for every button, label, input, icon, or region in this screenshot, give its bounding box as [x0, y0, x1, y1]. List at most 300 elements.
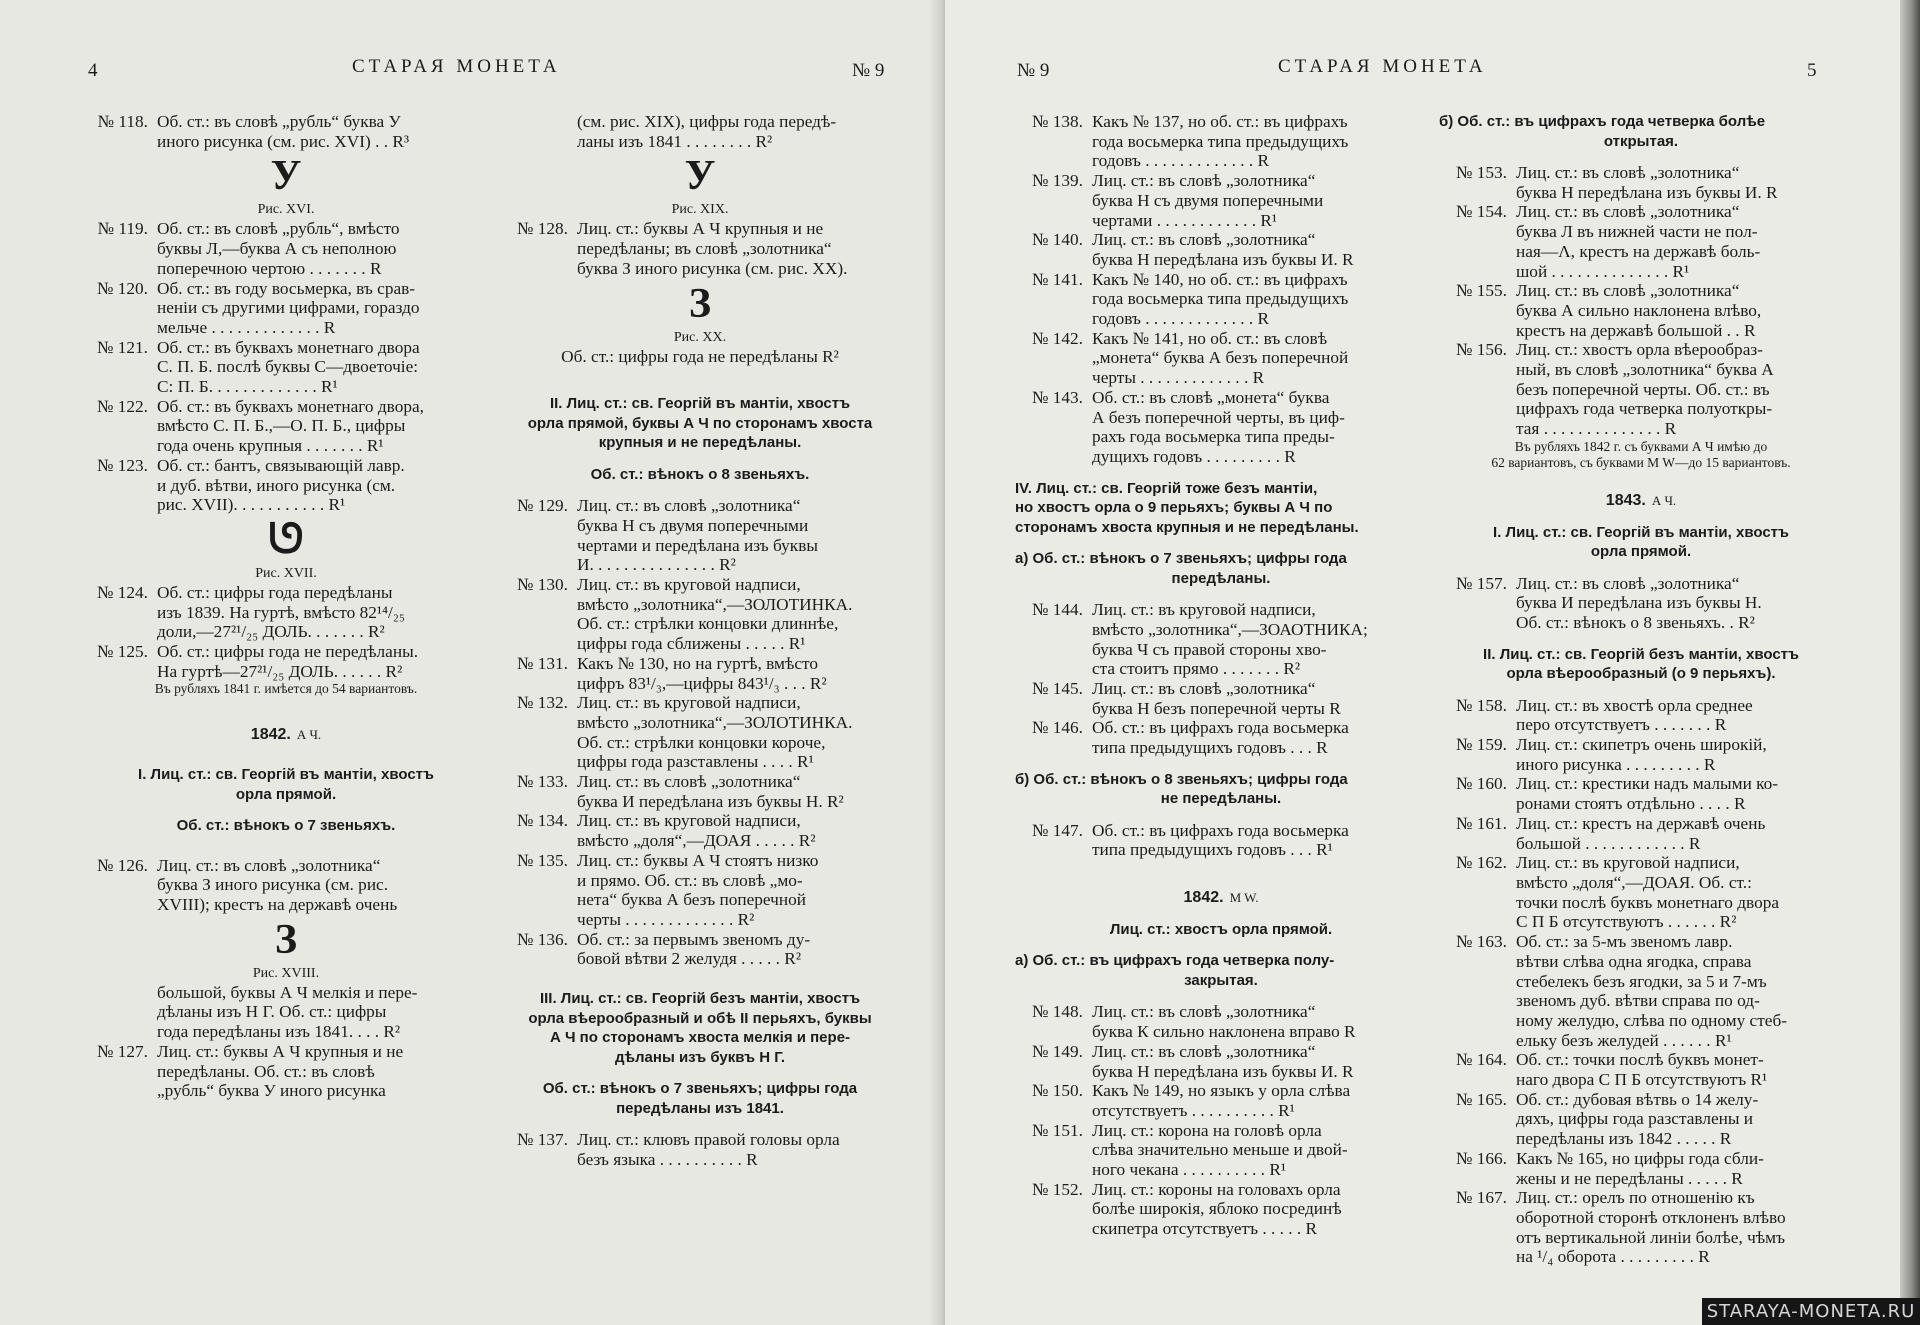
section-heading: Лиц. ст.: хвостъ орла прямой.	[1109, 920, 1333, 938]
entry-text	[1516, 932, 1843, 1050]
catalog-entry	[1015, 112, 1427, 171]
entry-text	[157, 983, 492, 1042]
figure-glyph: У	[270, 153, 302, 200]
entry-line: Лиц. ст.: буквы А Ч крупныя и не	[577, 219, 824, 239]
section-heading: Об. ст.: вѣнокъ о 7 звеньяхъ.	[176, 817, 396, 835]
entry-line: Лиц. ст.: короны на головахъ орла	[1092, 1179, 1341, 1199]
catalog-entry	[80, 279, 492, 338]
entry-line: буква Н съ двумя поперечными	[577, 515, 809, 535]
section-heading: орла прямой.	[235, 785, 337, 803]
entry-line: Лиц. ст.: въ словѣ „золотника“	[1092, 230, 1316, 250]
entry-number: № 143.	[1031, 387, 1083, 407]
entry-text	[1092, 270, 1427, 329]
entry-number: № 146.	[1031, 718, 1083, 738]
entry-line: черты . . . . . . . . . . . . . R	[1092, 368, 1265, 388]
entry-line: мельче . . . . . . . . . . . . . R	[157, 317, 336, 337]
section-heading: А Ч по сторонамъ хвоста мелкія и пере-	[549, 1029, 851, 1047]
entry-text	[1092, 679, 1427, 718]
section-heading: Об. ст.: вѣнокъ о 8 звеньяхъ.	[590, 465, 810, 483]
entry-number: № 166.	[1455, 1148, 1507, 1168]
entry-line: Лиц. ст.: въ круговой надписи,	[1516, 853, 1740, 873]
entry-line: Об. ст.: точки послѣ буквъ монет-	[1516, 1050, 1764, 1070]
section-heading: передѣланы изъ 1841.	[616, 1099, 784, 1117]
catalog-entry	[1015, 1081, 1427, 1120]
entry-line: года очень крупныя . . . . . . . R¹	[157, 436, 384, 456]
entry-text	[577, 811, 900, 850]
entry-line: Об. ст.: въ году восьмерка, въ срав-	[157, 278, 416, 298]
entry-line: Лиц. ст.: въ словѣ „золотника“	[577, 496, 801, 516]
entry-number: № 160.	[1455, 774, 1507, 794]
entry-line: передѣланы. Об. ст.: въ словѣ	[157, 1061, 375, 1081]
section-heading: орла вѣерообразный (о 9 перьяхъ).	[1506, 665, 1776, 683]
spacer	[80, 697, 492, 725]
figure	[80, 915, 492, 983]
entry-line: С: П. Б. . . . . . . . . . . . . R¹	[157, 377, 338, 397]
left-column-2	[500, 112, 900, 1170]
section-heading: крупныя и не передѣланы.	[598, 434, 802, 452]
figure-caption: Рис. XIX.	[671, 202, 729, 218]
entry-line: чертами и передѣлана изъ буквы	[577, 535, 818, 555]
entry-line: цифрахъ года четверка полуоткры-	[1516, 399, 1773, 419]
entry-line: большой, буквы А Ч мелкія и пере-	[157, 982, 418, 1002]
entry-line: вмѣсто „золотника“,—ЗОЛОТИНКА.	[577, 594, 853, 614]
catalog-entry	[80, 642, 492, 681]
entry-number: № 122.	[96, 396, 148, 416]
entry-text	[157, 397, 492, 456]
year-heading	[1015, 888, 1427, 908]
section-heading: не передѣланы.	[1160, 790, 1282, 808]
entry-text	[1092, 1081, 1427, 1120]
entry-number: № 161.	[1455, 813, 1507, 833]
spacer	[1015, 758, 1427, 770]
entry-line: ронами стоятъ отдѣльно . . . . R	[1516, 794, 1746, 814]
entry-text	[1516, 814, 1843, 853]
entry-text	[577, 930, 900, 969]
catalog-entry	[80, 112, 492, 151]
entry-number: № 137.	[516, 1130, 568, 1150]
entry-line: Лиц. ст.: орелъ по отношенію къ	[1516, 1188, 1755, 1208]
entry-line: рис. XVII). . . . . . . . . . . R¹	[157, 495, 346, 515]
entry-line: Об. ст.: въ словѣ „монета“ буква	[1092, 387, 1330, 407]
entry-line: (см. рис. XIX), цифры года передѣ-	[577, 112, 837, 131]
figure-caption: Рис. XVIII.	[252, 965, 320, 981]
entry-line: Лиц. ст.: въ круговой надписи,	[1092, 600, 1316, 620]
entry-line: и дуб. вѣтви, иного рисунка (см.	[157, 475, 396, 495]
spacer	[80, 836, 492, 856]
entry-line: Лиц. ст.: въ словѣ „золотника“	[157, 855, 381, 875]
section-heading: а) Об. ст.: въ цифрахъ года четверка полу-	[1015, 952, 1335, 970]
entry-number: № 124.	[96, 582, 148, 602]
entry-line: Какъ № 165, но цифры года сбли-	[1516, 1148, 1764, 1168]
entry-line: буква И передѣлана изъ буквы Н. R²	[577, 791, 844, 811]
entry-text	[1092, 1180, 1427, 1239]
catalog-entry	[1015, 388, 1427, 467]
entry-line: изъ 1839. На гуртѣ, вмѣсто 82¹⁴/₂₅	[157, 602, 405, 622]
footnote: Въ рубляхъ 1842 г. съ буквами А Ч имѣю до	[1514, 438, 1768, 454]
section-heading: II. Лиц. ст.: св. Георгій безъ мантіи, хвостъ	[1483, 645, 1799, 663]
entry-line: буквы Л,—буква А съ неполною	[157, 239, 397, 259]
entry-line: Об. ст.: цифры года не передѣланы.	[157, 642, 419, 662]
year-text: 1842.	[1183, 889, 1224, 907]
entry-line: вѣтви слѣва одна ягодка, справа	[1516, 951, 1752, 971]
entry-text	[1516, 1149, 1843, 1188]
entry-text	[157, 856, 492, 915]
entry-text	[1092, 1002, 1427, 1041]
entry-number: № 165.	[1455, 1089, 1507, 1109]
catalog-entry	[1015, 171, 1427, 230]
entry-number	[500, 112, 577, 151]
entry-line: вмѣсто С. П. Б.,—О. П. Б., цифры	[157, 416, 406, 436]
entry-text	[577, 575, 900, 654]
catalog-entry	[1439, 814, 1843, 853]
spacer	[1015, 908, 1427, 920]
entry-line: А безъ поперечной черты, въ циф-	[1092, 407, 1345, 427]
entry-line: ланы изъ 1841 . . . . . . . . R²	[577, 131, 773, 151]
entry-line: вмѣсто „золотника“,—ЗОАОТНИКА;	[1092, 619, 1368, 639]
entry-line: буква З иного рисунка (см. рис.	[157, 875, 389, 895]
section-heading: передѣланы.	[1171, 569, 1271, 587]
spacer	[1439, 471, 1843, 491]
entry-line: Лиц. ст.: въ словѣ „золотника“	[1516, 281, 1740, 301]
entry-number: № 154.	[1455, 202, 1507, 222]
entry-line: звеномъ дуб. вѣтви справа по од-	[1516, 991, 1760, 1011]
entry-line: бовой вѣтви 2 желудя . . . . . R²	[577, 949, 801, 969]
entry-line: Лиц. ст.: въ круговой надписи,	[577, 575, 801, 595]
entry-line: ному желудю, слѣва по одному стеб-	[1516, 1010, 1787, 1030]
entry-line: поперечною чертою . . . . . . . R	[157, 258, 382, 278]
spacer	[1015, 467, 1427, 479]
spacer	[1015, 939, 1427, 951]
year-text: 1843.	[1605, 491, 1646, 509]
catalog-entry	[1015, 718, 1427, 757]
entry-text	[1092, 821, 1427, 860]
issue-number: № 9	[1017, 60, 1050, 81]
section-heading: IV. Лиц. ст.: св. Георгій тоже безъ мантіи,	[1015, 479, 1318, 497]
entry-line: безъ языка . . . . . . . . . . R	[577, 1149, 758, 1169]
entry-line: XVIII); крестъ на державѣ очень	[157, 895, 398, 915]
entry-line: ная—Λ, крестъ на державѣ боль-	[1516, 241, 1761, 261]
section-heading: дѣланы изъ буквъ Н Г.	[614, 1048, 786, 1066]
entry-line: Об. ст.: въ цифрахъ года восьмерка	[1092, 820, 1349, 840]
catalog-entry	[1439, 1149, 1843, 1188]
entry-text	[577, 496, 900, 575]
entry-number: № 118.	[97, 112, 148, 131]
entry-line: дущихъ годовъ . . . . . . . . . R	[1092, 446, 1296, 466]
entry-line: Об. ст.: стрѣлки концовки длиннѣе,	[577, 614, 839, 634]
entry-number: № 145.	[1031, 678, 1083, 698]
left-column-1	[80, 112, 492, 1101]
entry-line: Об. ст.: за 5-мъ звеномъ лавр.	[1516, 932, 1733, 952]
spacer	[1439, 151, 1843, 163]
entry-text	[1516, 1050, 1843, 1089]
entry-line: типа предыдущихъ годовъ . . . R	[1092, 738, 1328, 758]
entry-text	[157, 338, 492, 397]
entry-line: года восьмерка типа предыдущихъ	[1092, 289, 1349, 309]
entry-line: Какъ № 130, но на гуртѣ, вмѣсто	[577, 653, 818, 673]
entry-line: буква И передѣлана изъ буквы Н.	[1516, 593, 1762, 613]
catalog-entry	[1015, 270, 1427, 329]
entry-number: № 126.	[96, 855, 148, 875]
section-heading: I. Лиц. ст.: св. Георгій въ мантіи, хвостъ	[1493, 523, 1789, 541]
spacer	[1015, 809, 1427, 821]
entry-number: № 128.	[516, 219, 568, 239]
spacer	[1015, 990, 1427, 1002]
entry-line: цифры года разставлены . . . . R¹	[577, 752, 814, 772]
entry-line: вмѣсто „доля“,—ДОАЯ. Об. ст.:	[1516, 872, 1752, 892]
entry-line: буква К сильно наклонена вправо R	[1092, 1022, 1356, 1042]
entry-line: шой . . . . . . . . . . . . . . R¹	[1516, 261, 1690, 281]
spacer	[80, 804, 492, 816]
catalog-entry	[80, 1042, 492, 1101]
spacer	[1439, 511, 1843, 523]
entry-line: на ¹/₄ оборота . . . . . . . . . R	[1516, 1247, 1710, 1267]
entry-line: безъ поперечной черты. Об. ст.: въ	[1516, 379, 1770, 399]
entry-number: № 121.	[96, 337, 148, 357]
entry-text	[577, 219, 900, 278]
section-heading: сторонамъ хвоста крупныя и не передѣланы.	[1015, 518, 1359, 536]
catalog-entry	[80, 983, 492, 1042]
entry-line: болѣе широкія, яблоко посрединѣ	[1092, 1199, 1342, 1219]
entry-line: крестъ на державѣ большой . . R	[1516, 320, 1756, 340]
entry-number: № 123.	[96, 455, 148, 475]
entry-line: Лиц. ст.: въ круговой надписи,	[577, 811, 801, 831]
entry-line: отсутствуетъ . . . . . . . . . . R¹	[1092, 1100, 1295, 1120]
catalog-entry	[1015, 329, 1427, 388]
entry-line: Об. ст.: дубовая вѣтвь о 14 желу-	[1516, 1089, 1759, 1109]
catalog-entry	[1439, 774, 1843, 813]
entry-line: Об. ст.: стрѣлки концовки короче,	[577, 732, 826, 752]
catalog-entry	[500, 772, 900, 811]
entry-number: № 132.	[516, 693, 568, 713]
entry-text	[1092, 329, 1427, 388]
entry-line: ельку безъ желудей . . . . . . R¹	[1516, 1030, 1732, 1050]
entry-line: чертами . . . . . . . . . . . . R¹	[1092, 210, 1278, 230]
entry-line: Лиц. ст.: въ словѣ „золотника“	[1516, 573, 1740, 593]
entry-line: „рубль“ буква У иного рисунка	[157, 1081, 386, 1101]
section-heading: I. Лиц. ст.: св. Георгій въ мантіи, хвостъ	[138, 766, 434, 784]
entry-line: передѣланы изъ 1842 . . . . . R	[1516, 1129, 1732, 1149]
entry-number: № 120.	[96, 278, 148, 298]
entry-line: Лиц. ст.: въ круговой надписи,	[577, 693, 801, 713]
figure-glyph: З	[274, 916, 298, 963]
entry-line: Лиц. ст.: въ словѣ „золотника“	[1092, 171, 1316, 191]
catalog-entry	[500, 1130, 900, 1169]
section-heading: орла вѣерообразный и обѣ II перьяхъ, буквы	[528, 1009, 872, 1027]
entry-line: Лиц. ст.: скипетръ очень широкій,	[1516, 735, 1767, 755]
entry-line: Лиц. ст.: буквы А Ч стоятъ низко	[577, 850, 819, 870]
entry-line: нета“ буква А безъ поперечной	[577, 890, 806, 910]
spacer	[500, 484, 900, 496]
entry-line: черты . . . . . . . . . . . . . R²	[577, 909, 755, 929]
entry-text	[1516, 163, 1843, 202]
entry-line: Лиц. ст.: корона на головѣ орла	[1092, 1120, 1322, 1140]
year-heading	[1439, 491, 1843, 511]
entry-text	[157, 112, 492, 151]
entry-line: буква Н безъ поперечной черты R	[1092, 698, 1341, 718]
entry-text	[157, 583, 492, 642]
entry-text	[157, 1042, 492, 1101]
entry-line: Лиц. ст.: въ словѣ „золотника“	[577, 772, 801, 792]
catalog-entry	[1439, 163, 1843, 202]
catalog-entry	[1439, 574, 1843, 633]
footnote: 62 вариантовъ, съ буквами M W—до 15 вариантовъ.	[1491, 454, 1791, 470]
catalog-entry	[500, 219, 900, 278]
entry-number: № 158.	[1455, 695, 1507, 715]
entry-line: годовъ . . . . . . . . . . . . . R	[1092, 309, 1270, 329]
figure-glyph: З	[688, 280, 712, 327]
entry-line: жены и не передѣланы . . . . . R	[1516, 1168, 1743, 1188]
entry-number: № 153.	[1455, 163, 1507, 182]
entry-number: № 131.	[516, 653, 568, 673]
catalog-entry	[1439, 1090, 1843, 1149]
figure-glyph: У	[684, 153, 716, 200]
right-column-1	[1015, 112, 1427, 1239]
entry-line: перо отсутствуетъ . . . . . . . R	[1516, 715, 1727, 735]
entry-number	[80, 983, 157, 1042]
right-page	[945, 0, 1900, 1325]
entry-number: № 149.	[1031, 1041, 1083, 1061]
entry-line: буква А сильно наклонена влѣво,	[1516, 300, 1762, 320]
entry-line: буква Н передѣлана изъ буквы И. R	[1092, 249, 1354, 269]
spacer	[1439, 562, 1843, 574]
entry-line: „монета“ буква А безъ поперечной	[1092, 348, 1349, 368]
entry-text	[1516, 340, 1843, 439]
footnote: Въ рубляхъ 1841 г. имѣется до 54 вариантовъ.	[154, 681, 418, 697]
entry-line: буква Ч съ правой стороны хво-	[1092, 639, 1327, 659]
catalog-entry	[500, 496, 900, 575]
spacer	[500, 1118, 900, 1130]
centered-note: Об. ст.: цифры года не передѣланы R²	[561, 346, 839, 366]
mintmark: M W.	[1229, 890, 1259, 906]
entry-number: № 152.	[1031, 1179, 1083, 1199]
entry-text	[1092, 230, 1427, 269]
entry-line: дяхъ, цифры года разставлены и	[1516, 1109, 1754, 1129]
entry-text	[1092, 600, 1427, 679]
catalog-entry	[1439, 853, 1843, 932]
spacer	[1439, 633, 1843, 645]
figure-caption: Рис. XVII.	[255, 565, 317, 581]
catalog-entry	[1439, 340, 1843, 439]
entry-text	[157, 642, 492, 681]
figure-glyph: ᘎ	[268, 516, 304, 563]
entry-line: наго двора С П Б отсутствуютъ R¹	[1516, 1070, 1768, 1090]
spacer	[500, 1067, 900, 1079]
entry-line: Об. ст.: въ словѣ „рубль“ буква У	[157, 112, 401, 131]
catalog-entry	[1439, 1188, 1843, 1267]
section-heading: а) Об. ст.: вѣнокъ о 7 звеньяхъ; цифры года	[1015, 550, 1347, 568]
entry-number: № 162.	[1455, 853, 1507, 873]
entry-text	[157, 279, 492, 338]
catalog-entry	[1015, 230, 1427, 269]
spacer	[500, 366, 900, 394]
entry-number: № 155.	[1455, 281, 1507, 301]
entry-line: Какъ № 141, но об. ст.: въ словѣ	[1092, 328, 1328, 348]
section-heading: орла прямой, буквы А Ч по сторонамъ хвоста	[527, 414, 873, 432]
entry-line: вмѣсто „доля“,—ДОАЯ . . . . . R²	[577, 831, 816, 851]
entry-text	[157, 219, 492, 278]
entry-line: Об. ст.: въ буквахъ монетнаго двора	[157, 337, 420, 357]
catalog-entry	[1439, 202, 1843, 281]
entry-line: тая . . . . . . . . . . . . . . R	[1516, 419, 1677, 439]
entry-text	[1516, 202, 1843, 281]
catalog-entry	[80, 397, 492, 456]
section-heading: орла прямой.	[1590, 543, 1692, 561]
catalog-entry	[500, 112, 900, 151]
entry-line: рахъ года восьмерка типа преды-	[1092, 427, 1335, 447]
section-heading: Об. ст.: вѣнокъ о 7 звеньяхъ; цифры года	[542, 1080, 858, 1098]
spacer	[1015, 537, 1427, 549]
entry-line: годовъ . . . . . . . . . . . . . R	[1092, 151, 1270, 171]
entry-text	[577, 693, 900, 772]
catalog-entry	[80, 856, 492, 915]
year-text: 1842.	[250, 726, 291, 744]
spacer	[500, 969, 900, 989]
entry-number: № 135.	[516, 850, 568, 870]
catalog-entry	[500, 693, 900, 772]
watermark-logo: STARAYA-MONETA.RU	[1702, 1298, 1920, 1325]
entry-number: № 136.	[516, 929, 568, 949]
entry-number: № 151.	[1031, 1120, 1083, 1140]
entry-number: № 159.	[1455, 735, 1507, 755]
entry-text	[1516, 1090, 1843, 1149]
catalog-entry	[80, 456, 492, 515]
catalog-entry	[1439, 735, 1843, 774]
entry-line: доли,—27²¹/₂₅ ДОЛЬ. . . . . . . R²	[157, 622, 385, 642]
entry-line: буква Н передѣлана изъ буквы И. R	[1516, 182, 1778, 202]
entry-number: № 139.	[1031, 171, 1083, 191]
entry-line: Лиц. ст.: крестъ на державѣ очень	[1516, 813, 1766, 833]
section-heading: открытая.	[1603, 132, 1679, 150]
entry-line: буква Н передѣлана изъ буквы И. R	[1092, 1061, 1354, 1081]
catalog-entry	[1439, 1050, 1843, 1089]
year-heading	[80, 725, 492, 745]
entry-line: Об. ст.: въ словѣ „рубль“, вмѣсто	[157, 219, 400, 239]
entry-number: № 130.	[516, 575, 568, 595]
catalog-entry	[80, 338, 492, 397]
entry-line: С. П. Б. послѣ буквы С—двоеточіе:	[157, 357, 419, 377]
left-page	[0, 0, 945, 1325]
entry-line: Лиц. ст.: въ словѣ „золотника“	[1516, 202, 1740, 222]
entry-number: № 140.	[1031, 230, 1083, 250]
entry-line: оборотной сторонѣ отклоненъ влѣво	[1516, 1207, 1786, 1227]
entry-line: Лиц. ст.: въ словѣ „золотника“	[1092, 678, 1316, 698]
entry-number: № 119.	[97, 219, 148, 239]
entry-line: ного чекана . . . . . . . . . . R¹	[1092, 1160, 1287, 1180]
entry-text	[577, 772, 900, 811]
entry-line: буква З иного рисунка (см. рис. XX).	[577, 258, 848, 278]
catalog-entry	[80, 219, 492, 278]
entry-line: типа предыдущихъ годовъ . . . R¹	[1092, 840, 1333, 860]
catalog-entry	[1015, 1180, 1427, 1239]
entry-number: № 144.	[1031, 600, 1083, 620]
section-heading: III. Лиц. ст.: св. Георгій безъ мантіи, хвостъ	[539, 990, 861, 1008]
entry-number: № 167.	[1455, 1188, 1507, 1208]
entry-text	[1516, 574, 1843, 633]
section-heading: но хвостъ орла о 9 перьяхъ; буквы А Ч по	[1015, 499, 1333, 517]
catalog-entry	[1015, 600, 1427, 679]
section-heading: закрытая.	[1184, 971, 1258, 989]
running-title: СТАРАЯ МОНЕТА	[1278, 56, 1487, 77]
catalog-entry	[1015, 679, 1427, 718]
spacer	[1439, 684, 1843, 696]
entry-line: цифръ 83¹/₃,—цифры 843¹/₃ . . . R²	[577, 673, 827, 693]
entry-number: № 129.	[516, 496, 568, 516]
entry-text	[577, 1130, 900, 1169]
entry-line: вмѣсто „золотника“,—ЗОЛОТИНКА.	[577, 712, 853, 732]
figure-caption: Рис. XX.	[673, 329, 727, 345]
entry-text	[1092, 1121, 1427, 1180]
entry-line: Об. ст.: въ цифрахъ года восьмерка	[1092, 718, 1349, 738]
